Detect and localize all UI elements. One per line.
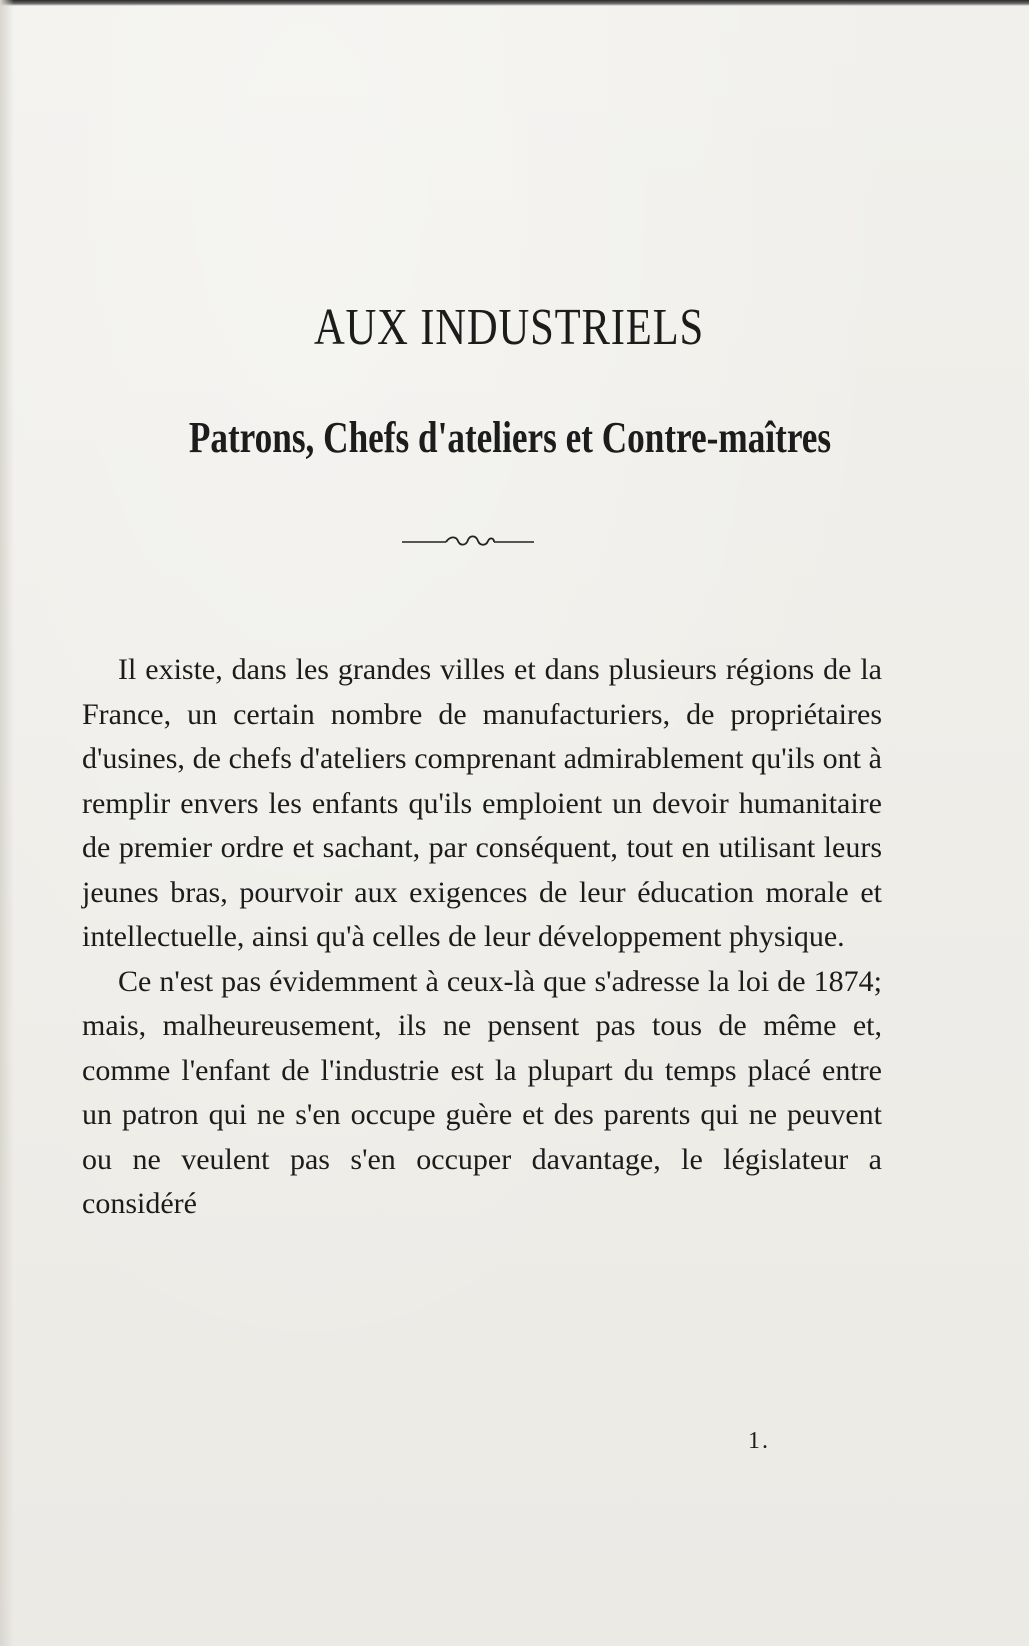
- page-gutter-shadow: [0, 0, 14, 1646]
- body-text: [82, 648, 882, 1227]
- paragraph-2: Ce n'est pas évidemment à ceux-là que s'adresse la loi de 1874; mais, malheureusement, ils ne pensent pas tous de même et, comme l'enfant de l'industrie est la plupart du temps placé entre un patron qui ne s'en occupe guère et des parents qui ne peuvent ou ne veulent pas s'en occuper davantage, le législateur a considéré: [82, 964, 882, 1220]
- page-folio: 1.: [748, 1428, 770, 1454]
- page-subtitle: Patrons, Chefs d'ateliers et Contre-maîtres: [188, 413, 832, 462]
- page-title: AUX INDUSTRIELS: [313, 299, 705, 356]
- page-top-edge: [0, 0, 1029, 6]
- ornament-divider-icon: [402, 528, 534, 556]
- paragraph-1: Il existe, dans les grandes villes et dans plusieurs régions de la France, un certain nombre de manufacturiers, de propriétaires d'usines, de chefs d'ateliers comprenant admirablement qu'ils ont à remplir envers les enfants qu'ils emploient un devoir humanitaire de premier ordre et sachant, par conséquent, tout en utilisant leurs jeunes bras, pourvoir aux exigences de leur éducation morale et intellectuelle, ainsi qu'à celles de leur développement physique.: [82, 653, 882, 953]
